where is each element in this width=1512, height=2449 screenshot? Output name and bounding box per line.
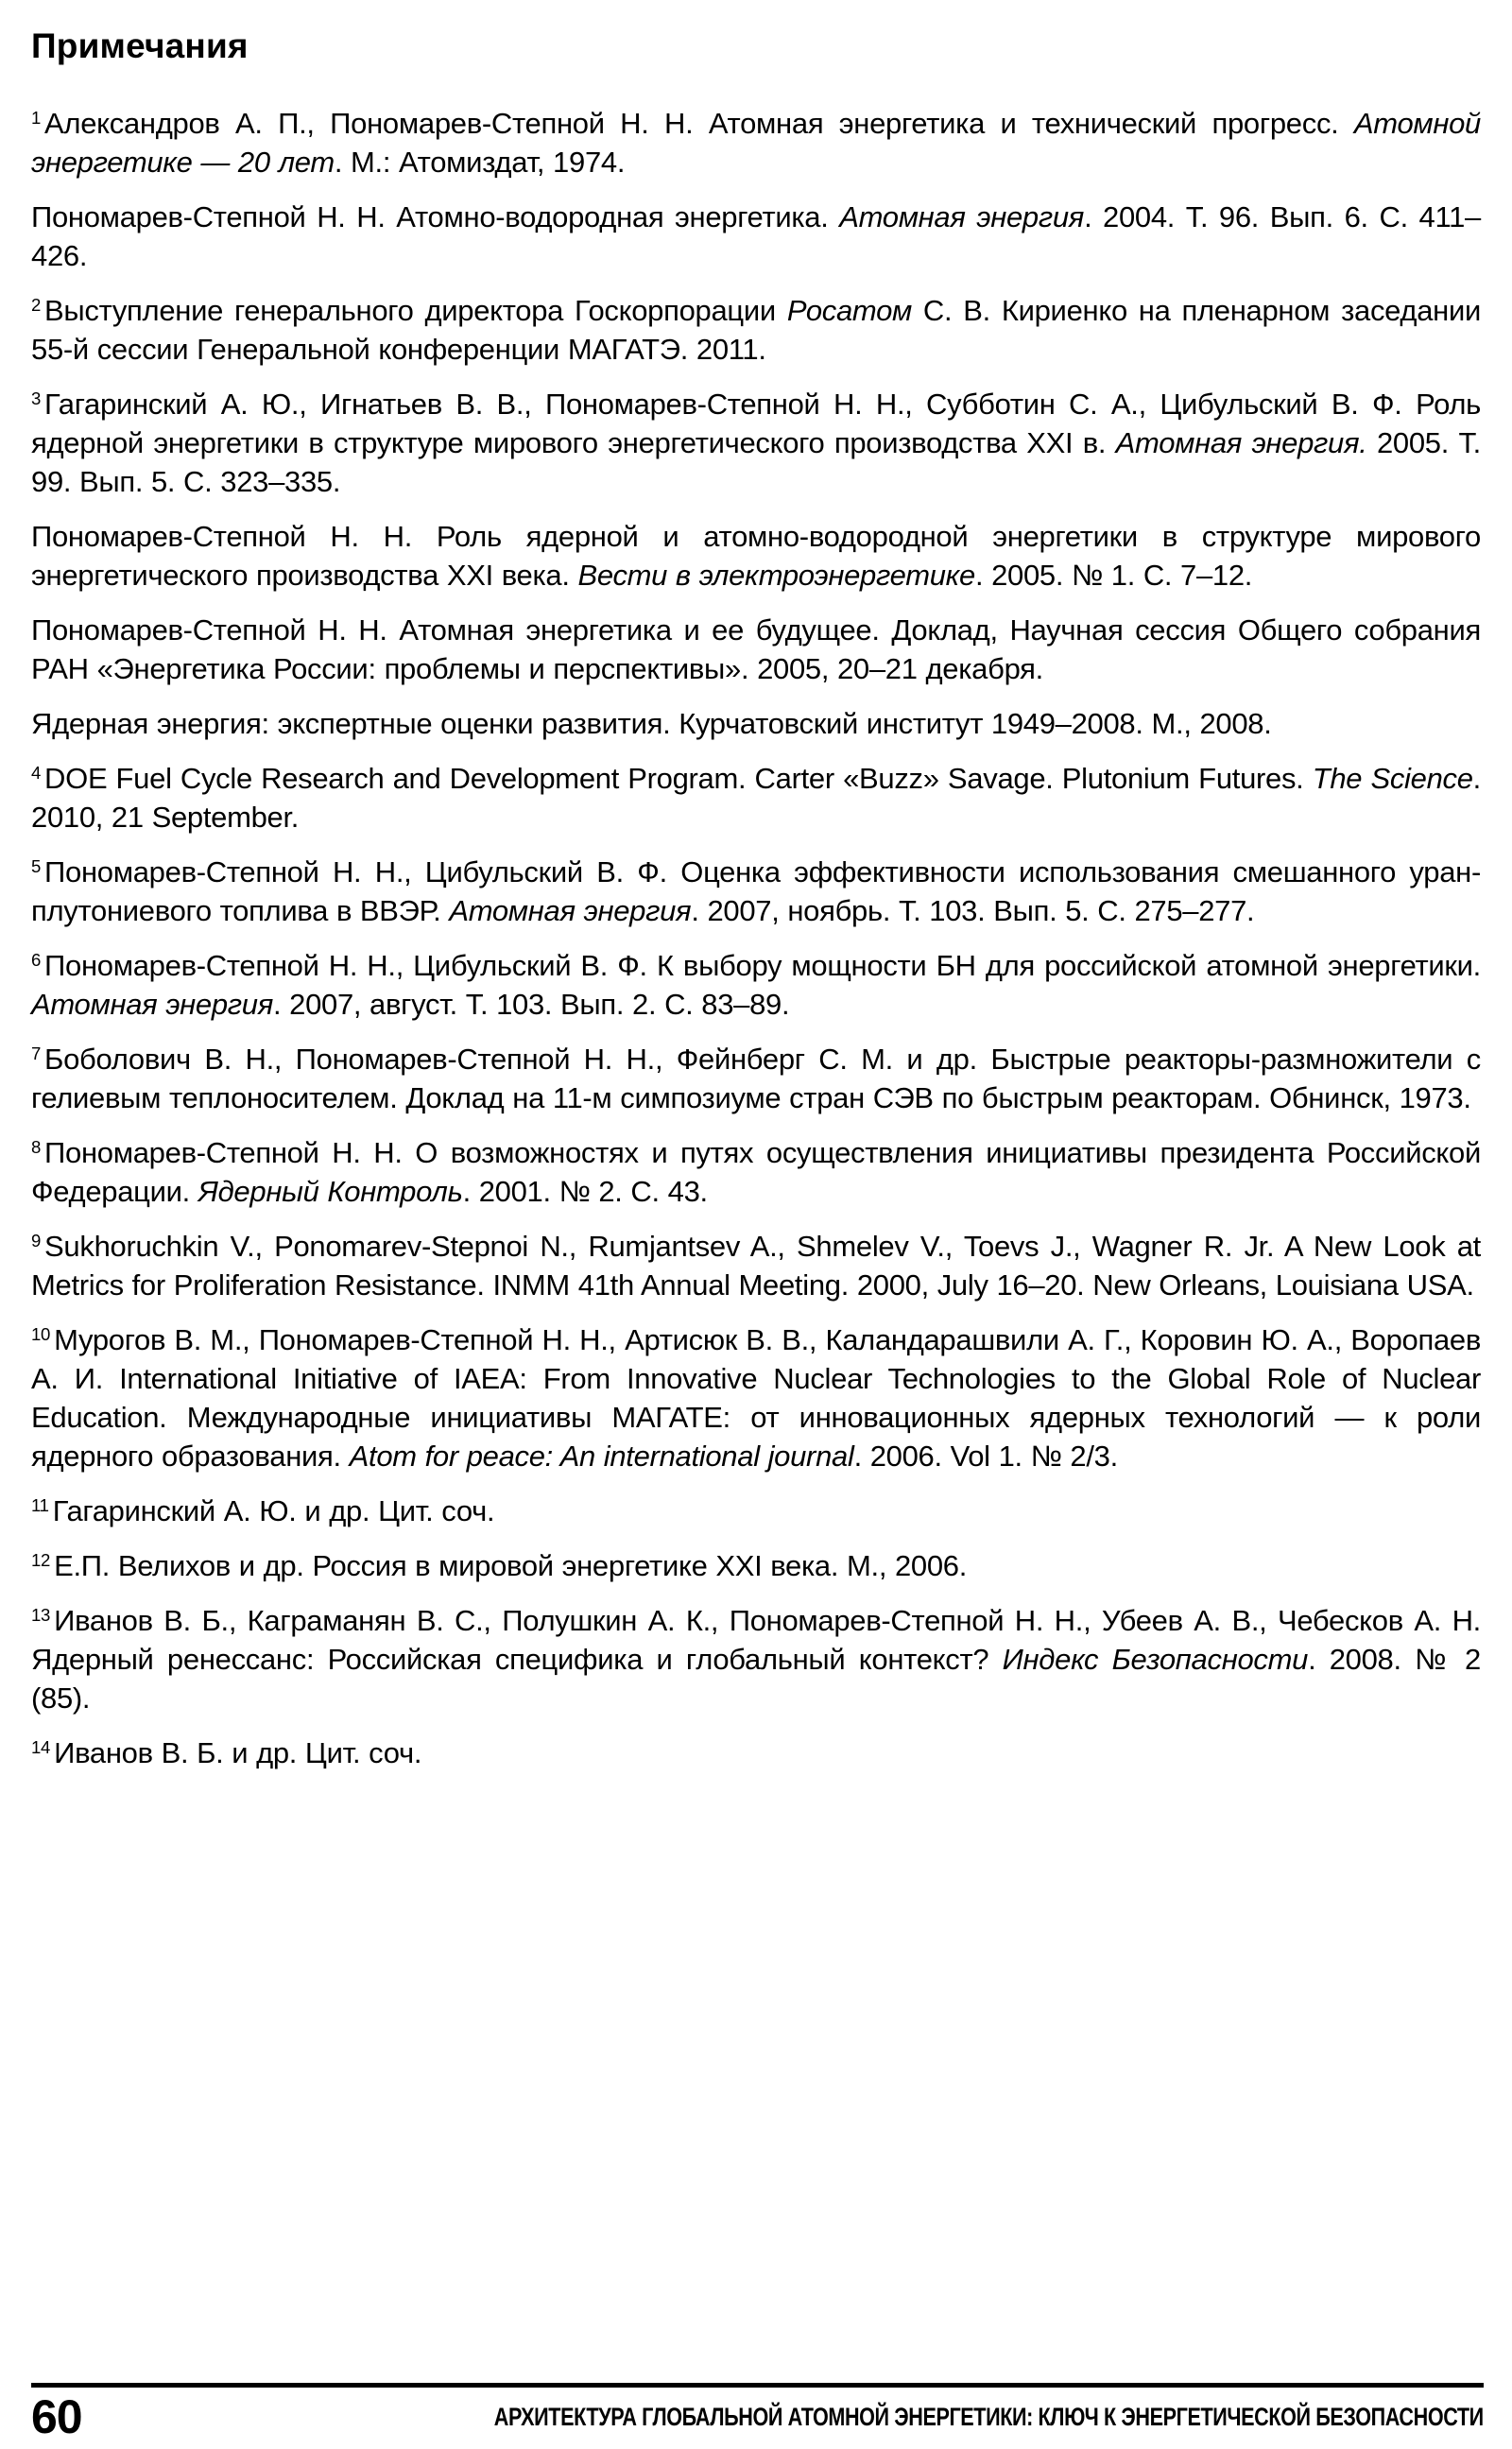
footer-row xyxy=(31,2391,1484,2443)
footnote-text: . М.: Атомиздат, 1974. xyxy=(334,146,626,179)
footnote xyxy=(31,291,1481,369)
footnote xyxy=(31,1601,1481,1717)
footnote-text: Ядерная энергия: экспертные оценки развития. Курчатовский институт 1949–2008. М., 2008. xyxy=(31,707,1272,740)
notes-list xyxy=(31,104,1481,1772)
footnote-text: . 2006. Vol 1. № 2/3. xyxy=(853,1440,1118,1473)
footnote-number: 6 xyxy=(31,949,42,970)
footnote-text: Александров А. П., Пономарев-Степной Н. Н. Атомная энергетика и технический прогресс. xyxy=(44,107,1354,140)
footnote-number: 3 xyxy=(31,388,42,408)
footnote-source-title: Атомной энергетике — 20 лет xyxy=(31,107,1481,179)
footnote-source-title: Atom for peace: An international journal xyxy=(349,1440,854,1473)
footnote xyxy=(31,104,1481,181)
footnote-text: . 2007, август. Т. 103. Вып. 2. С. 83–89. xyxy=(273,988,790,1021)
footnote-source-title: The Science xyxy=(1312,762,1473,795)
footnote-text: Пономарев-Степной Н. Н. О возможностях и путях осуществления инициативы президента Российской Федерации. xyxy=(31,1136,1481,1208)
footnote-text: Гагаринский А. Ю. и др. Цит. соч. xyxy=(52,1494,495,1527)
footnote-number: 5 xyxy=(31,855,42,876)
footnote-text: Пономарев-Степной Н. Н., Цибульский В. Ф. Оценка эффективности использования смешанного уран-плутониевого топлива в ВВЭР. xyxy=(31,855,1481,927)
page-number: 60 xyxy=(31,2390,82,2443)
footnote-text: Мурогов В. М., Пономарев-Степной Н. Н., Артисюк В. В., Каландарашвили А. Г., Коровин Ю. А., Воропаев А. И. International Initiative of IAEA: From Innovative Nuclear Technologies to the Global Role of Nuclear Education. Международные инициативы МАГАТЕ: от инновационных ядерных технологий — к роли ядерного образования. xyxy=(31,1323,1481,1473)
footnote-number: 11 xyxy=(31,1494,49,1515)
page-title: Примечания xyxy=(31,26,249,65)
footnote xyxy=(31,517,1481,595)
footer-rule xyxy=(31,2383,1484,2388)
footnote-text: . 2010, 21 September. xyxy=(31,762,1481,834)
running-title: АРХИТЕКТУРА ГЛОБАЛЬНОЙ АТОМНОЙ ЭНЕРГЕТИКИ: КЛЮЧ К ЭНЕРГЕТИЧЕСКОЙ БЕЗОПАСНОСТИ xyxy=(493,2403,1484,2431)
footnote xyxy=(31,1492,1481,1530)
footnote-number: 7 xyxy=(31,1043,42,1063)
footnote-text: . 2007, ноябрь. Т. 103. Вып. 5. С. 275–277. xyxy=(691,894,1255,927)
footnote-number: 1 xyxy=(31,107,42,128)
footnote xyxy=(31,198,1481,275)
footnote-text: Гагаринский А. Ю., Игнатьев В. В., Пономарев-Степной Н. Н., Субботин С. А., Цибульский В. Ф. Роль ядерной энергетики в структуре мирового энергетического производства XXI в. xyxy=(31,388,1481,459)
footnote xyxy=(31,1133,1481,1211)
footnote-number: 13 xyxy=(31,1604,51,1625)
footnote xyxy=(31,704,1481,743)
footnote-text: . 2004. Т. 96. Вып. 6. С. 411–426. xyxy=(31,200,1482,272)
footnote xyxy=(31,946,1481,1024)
footnote-source-title: Атомная энергия xyxy=(31,988,273,1021)
footnote-text: Sukhoruchkin V., Ponomarev-Stepnoi N., Rumjantsev A., Shmelev V., Toevs J., Wagner R. Jr. A New Look at Metrics for Proliferation Resistance. INMM 41th Annual Meeting. 2000, July 16–20. New Orleans, Louisiana USA. xyxy=(31,1230,1481,1302)
footnote-text: Боболович В. Н., Пономарев-Степной Н. Н., Фейнберг С. М. и др. Быстрые реакторы-размножители с гелиевым теплоносителем. Доклад на 11-м симпозиуме стран СЭВ по быстрым реакторам. Обнинск, 1973. xyxy=(31,1043,1481,1114)
footnote-source-title: Атомная энергия xyxy=(449,894,692,927)
footnote-text: DOE Fuel Cycle Research and Development Program. Carter «Buzz» Savage. Plutonium Futures. xyxy=(44,762,1313,795)
footnote-number: 8 xyxy=(31,1136,42,1157)
footnote-source-title: Вести в электроэнергетике xyxy=(577,559,975,592)
footnote xyxy=(31,759,1481,836)
footnote xyxy=(31,1546,1481,1585)
footnote-text: Пономарев-Степной Н. Н. Атомно-водородная энергетика. xyxy=(31,200,840,233)
footnote xyxy=(31,1040,1481,1117)
footnote xyxy=(31,1733,1481,1772)
footnote-text: . 2008. № 2 (85). xyxy=(31,1643,1481,1715)
footnote-text: 2005. Т. 99. Вып. 5. С. 323–335. xyxy=(31,426,1481,498)
footnote-text: С. В. Кириенко на пленарном заседании 55-й сессии Генеральной конференции МАГАТЭ. 2011. xyxy=(31,294,1481,366)
footnote-text: Иванов В. Б. и др. Цит. соч. xyxy=(54,1736,422,1769)
footnote-number: 2 xyxy=(31,294,42,315)
footnote-source-title: Индекс Безопасности xyxy=(1002,1643,1309,1676)
footnote xyxy=(31,1320,1481,1475)
footnote-number: 12 xyxy=(31,1549,51,1570)
footnote-source-title: Атомная энергия xyxy=(839,200,1085,233)
footnote-source-title: Атомная энергия. xyxy=(1115,426,1367,459)
footnote xyxy=(31,1227,1481,1304)
footnote-number: 4 xyxy=(31,762,42,783)
notes-content xyxy=(31,26,1481,1788)
footnote xyxy=(31,611,1481,688)
footnote-text: Е.П. Велихов и др. Россия в мировой энергетике XXI века. М., 2006. xyxy=(54,1549,968,1582)
footnote-number: 10 xyxy=(31,1323,51,1344)
footnote-text: Пономарев-Степной Н. Н. Атомная энергетика и ее будущее. Доклад, Научная сессия Общего собрания РАН «Энергетика России: проблемы и перспективы». 2005, 20–21 декабря. xyxy=(31,613,1481,685)
footnote xyxy=(31,853,1481,930)
footnote-text: Пономарев-Степной Н. Н., Цибульский В. Ф. К выбору мощности БН для российской атомной энергетики. xyxy=(44,949,1481,982)
footnote-source-title: Росатом xyxy=(786,294,912,327)
footnote-number: 14 xyxy=(31,1736,51,1757)
footnote-text: . 2001. № 2. С. 43. xyxy=(462,1175,708,1208)
footnote xyxy=(31,385,1481,501)
footnote-source-title: Ядерный Контроль xyxy=(198,1175,463,1208)
footnote-text: Выступление генерального директора Госкорпорации xyxy=(44,294,787,327)
footnote-text: . 2005. № 1. С. 7–12. xyxy=(974,559,1253,592)
footnote-text: Иванов В. Б., Каграманян В. С., Полушкин А. К., Пономарев-Степной Н. Н., Убеев А. В., Чебесков А. Н. Ядерный ренессанс: Российская специфика и глобальный контекст? xyxy=(31,1604,1481,1676)
page-footer xyxy=(31,2383,1484,2443)
footnote-text: Пономарев-Степной Н. Н. Роль ядерной и атомно-водородной энергетики в структуре мирового энергетического производства XXI века. xyxy=(31,520,1481,592)
footnote-number: 9 xyxy=(31,1230,42,1250)
